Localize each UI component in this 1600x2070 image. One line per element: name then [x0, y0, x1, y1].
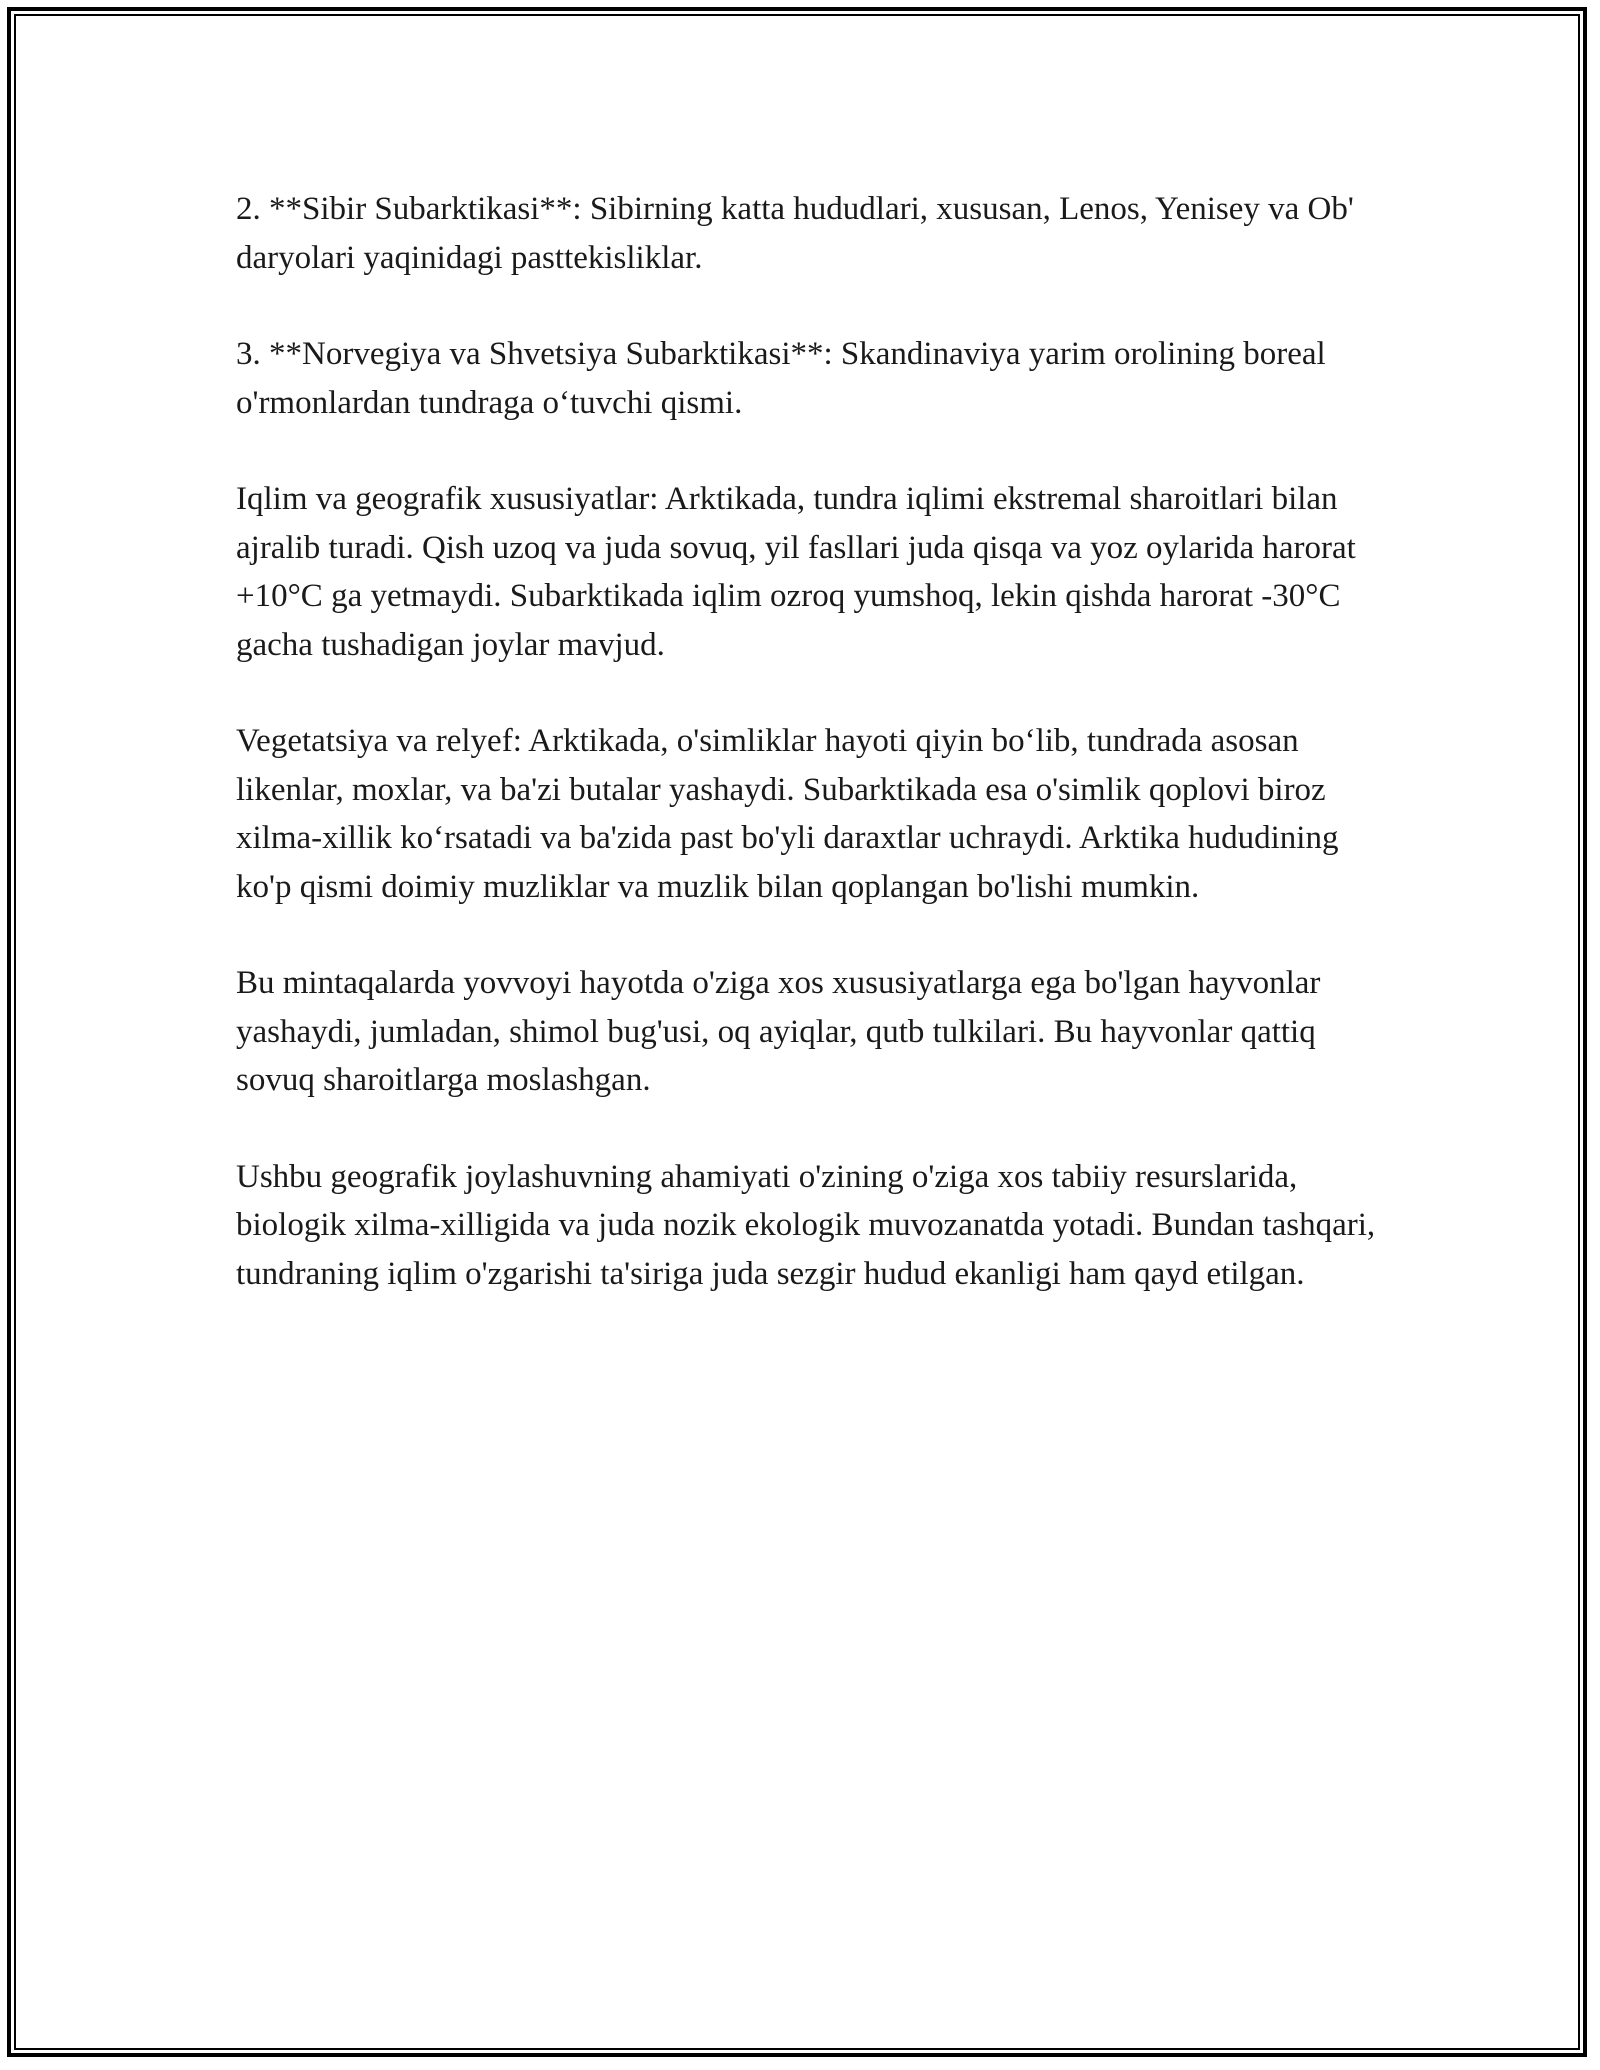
document-body	[236, 185, 1376, 1298]
paragraph-hayvonlar: Bu mintaqalarda yovvoyi hayotda o'ziga xos xususiyatlarga ega bo'lgan hayvonlar yashaydi, jumladan, shimol bug'usi, oq ayiqlar, qutb tulkilari. Bu hayvonlar qattiq sovuq sharoitlarga moslashgan.	[236, 965, 1321, 1098]
paragraph-vegetatsiya: Vegetatsiya va relyef: Arktikada, o'simliklar hayoti qiyin bo‘lib, tundrada asosan likenlar, moxlar, va ba'zi butalar yashaydi. Subarktikada esa o'simlik qoplovi biroz xilma-xillik ko‘rsatadi va ba'zida past bo'yli daraxtlar uchraydi. Arktika hududining ko'p qismi doimiy muzliklar va muzlik bilan qoplangan bo'lishi mumkin.	[236, 723, 1339, 905]
paragraph-iqlim: Iqlim va geografik xususiyatlar: Arktikada, tundra iqlimi ekstremal sharoitlari bilan ajralib turadi. Qish uzoq va juda sovuq, yil fasllari juda qisqa va yoz oylarida harorat +10°C ga yetmaydi. Subarktikada iqlim ozroq yumshoq, lekin qishda harorat -30°C gacha tushadigan joylar mavjud.	[236, 481, 1356, 663]
paragraph-ahamiyati: Ushbu geografik joylashuvning ahamiyati o'zining o'ziga xos tabiiy resurslarida, biologik xilma-xilligida va juda nozik ekologik muvozanatda yotadi. Bundan tashqari, tundraning iqlim o'zgarishi ta'siriga juda sezgir hudud ekanligi ham qayd etilgan.	[236, 1158, 1376, 1292]
paragraph-sibir-subarktikasi: 2. **Sibir Subarktikasi**: Sibirning katta hududlari, xususan, Lenos, Yenisey va Ob' daryolari yaqinidagi pasttekisliklar.	[236, 191, 1354, 276]
paragraph-norvegiya-shvetsiya: 3. **Norvegiya va Shvetsiya Subarktikasi**: Skandinaviya yarim orolining boreal o'rmonlardan tundraga o‘tuvchi qismi.	[236, 336, 1326, 421]
